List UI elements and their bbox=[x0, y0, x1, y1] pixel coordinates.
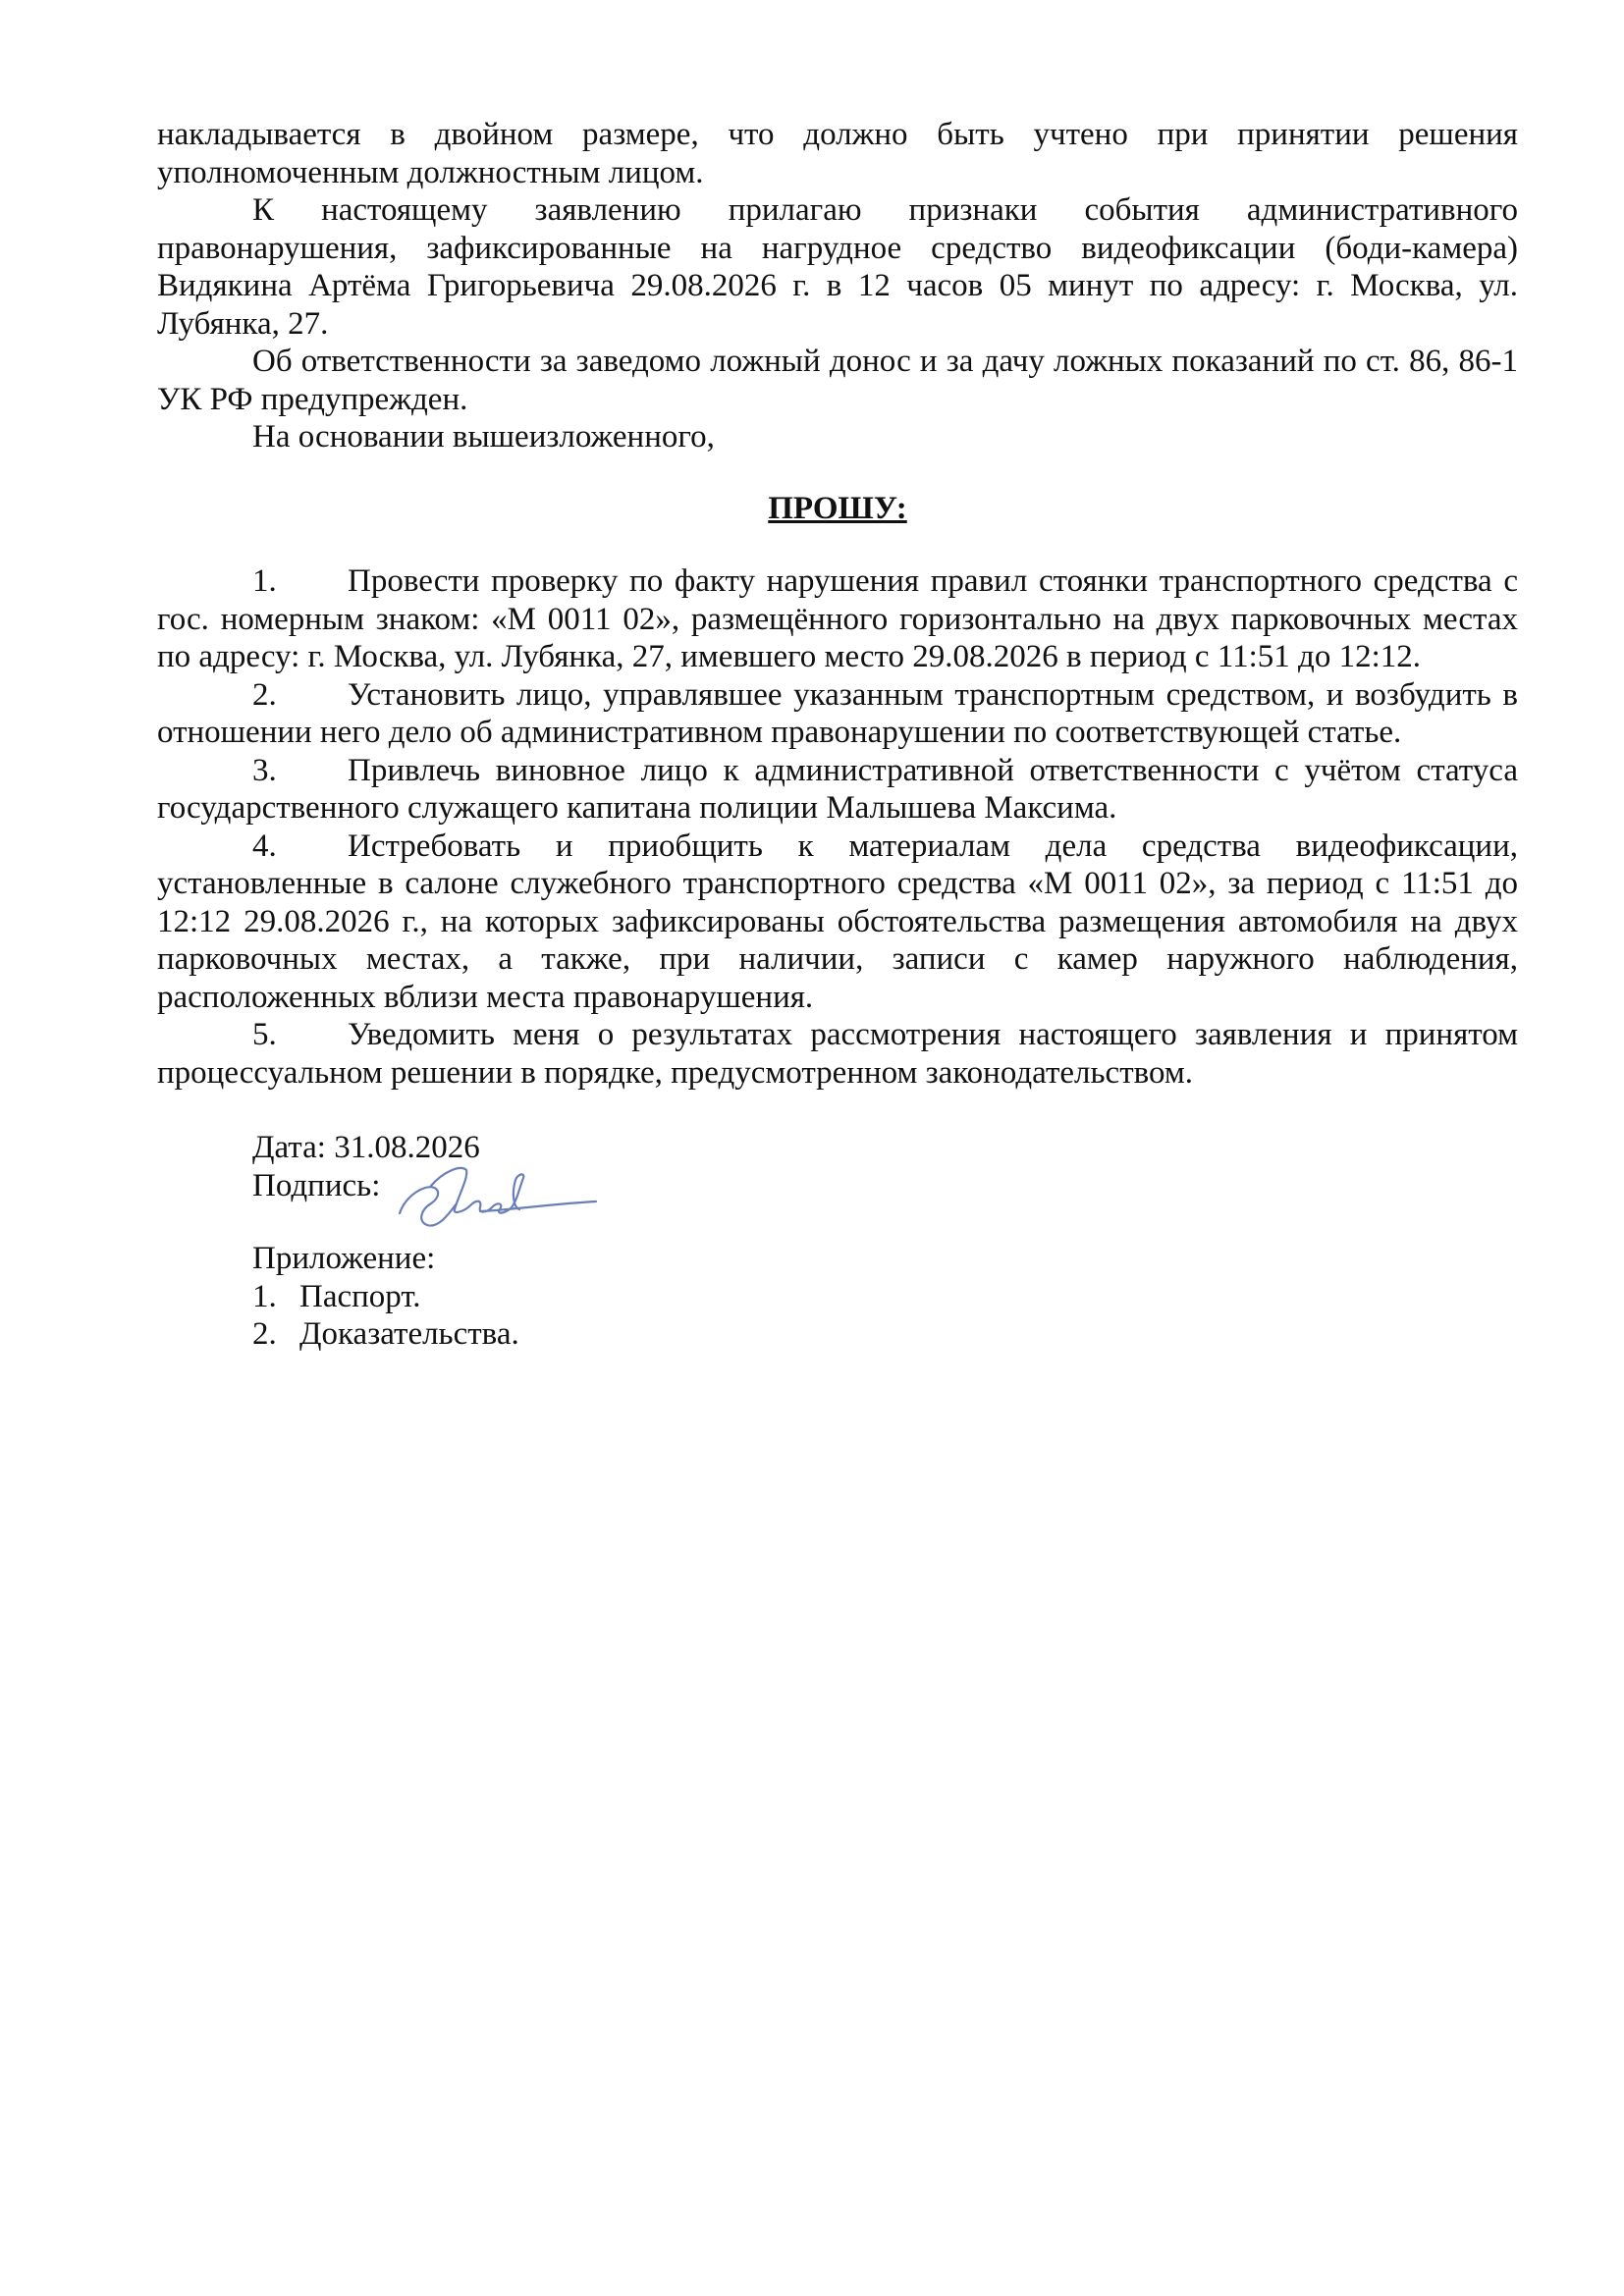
request-text: Провести проверку по факту нарушения правил стоянки транспортного средства с гос. номерным знаком: «М 0011 02», размещённого горизонтально на двух парковочных местах по адресу: г. Москва, ул. Лубянка, 27, имевшего место 29.08.2026 в период с 11:51 до 12:12. bbox=[157, 563, 1518, 674]
document-page bbox=[157, 116, 1518, 1354]
attachment-text: Доказательства. bbox=[299, 1316, 519, 1352]
attachments-title: Приложение: bbox=[252, 1241, 436, 1276]
handwritten-signature bbox=[370, 1152, 606, 1231]
request-heading: ПРОШУ: bbox=[768, 490, 907, 526]
signature-label: Подпись: bbox=[252, 1167, 381, 1203]
signature-block bbox=[252, 1129, 1518, 1204]
attachment-text: Паспорт. bbox=[299, 1278, 421, 1314]
request-item bbox=[157, 562, 1518, 676]
request-text: Уведомить меня о результатах рассмотрения настоящего заявления и принятом процессуальном решении в порядке, предусмотренном законодательством. bbox=[157, 1017, 1518, 1091]
attachment-number: 1. bbox=[252, 1278, 277, 1314]
attachment-item bbox=[252, 1315, 1518, 1354]
request-item bbox=[157, 752, 1518, 828]
request-number: 3. bbox=[252, 752, 277, 788]
attachment-item bbox=[252, 1278, 1518, 1316]
request-item bbox=[157, 1016, 1518, 1092]
request-number: 5. bbox=[252, 1017, 277, 1052]
request-item bbox=[157, 828, 1518, 1017]
request-number: 2. bbox=[252, 676, 277, 713]
date-line: Дата: 31.08.2026 bbox=[252, 1130, 480, 1165]
request-list bbox=[157, 562, 1518, 1092]
intro-paragraph-4: На основании вышеизложенного, bbox=[252, 419, 715, 454]
request-number: 1. bbox=[252, 563, 277, 599]
attachment-number: 2. bbox=[252, 1316, 277, 1352]
request-text: Истребовать и приобщить к материалам дела средства видеофиксации, установленные в салоне служебного транспортного средства «М 0011 02», за период с 11:51 до 12:12 29.08.2026 г., на которых зафиксированы обстоятельства размещения автомобиля на двух парковочных местах, а также, при наличии, записи с камер наружного наблюдения, расположенных вблизи места правонарушения. bbox=[157, 828, 1518, 1015]
intro-paragraph-2: К настоящему заявлению прилагаю признаки события административного правонарушения, зафиксированные на нагрудное средство видеофиксации (боди-камера) Видякина Артёма Григорьевича 29.08.2026 г. в 12 часов 05 минут по адресу: г. Москва, ул. Лубянка, 27. bbox=[157, 192, 1518, 342]
request-text: Установить лицо, управлявшее указанным транспортным средством, и возбудить в отношении него дело об административном правонарушении по соответствующей статье. bbox=[157, 676, 1518, 750]
intro-paragraph-1: накладывается в двойном размере, что должно быть учтено при принятии решения уполномоченным должностным лицом. bbox=[157, 117, 1518, 190]
intro-paragraph-3: Об ответственности за заведомо ложный донос и за дачу ложных показаний по ст. 86, 86-1 УК РФ предупрежден. bbox=[157, 344, 1518, 417]
request-item bbox=[157, 676, 1518, 752]
request-number: 4. bbox=[252, 828, 277, 864]
request-text: Привлечь виновное лицо к административной ответственности с учётом статуса государственного служащего капитана полиции Малышева Максима. bbox=[157, 752, 1518, 826]
attachments-block bbox=[252, 1240, 1518, 1354]
